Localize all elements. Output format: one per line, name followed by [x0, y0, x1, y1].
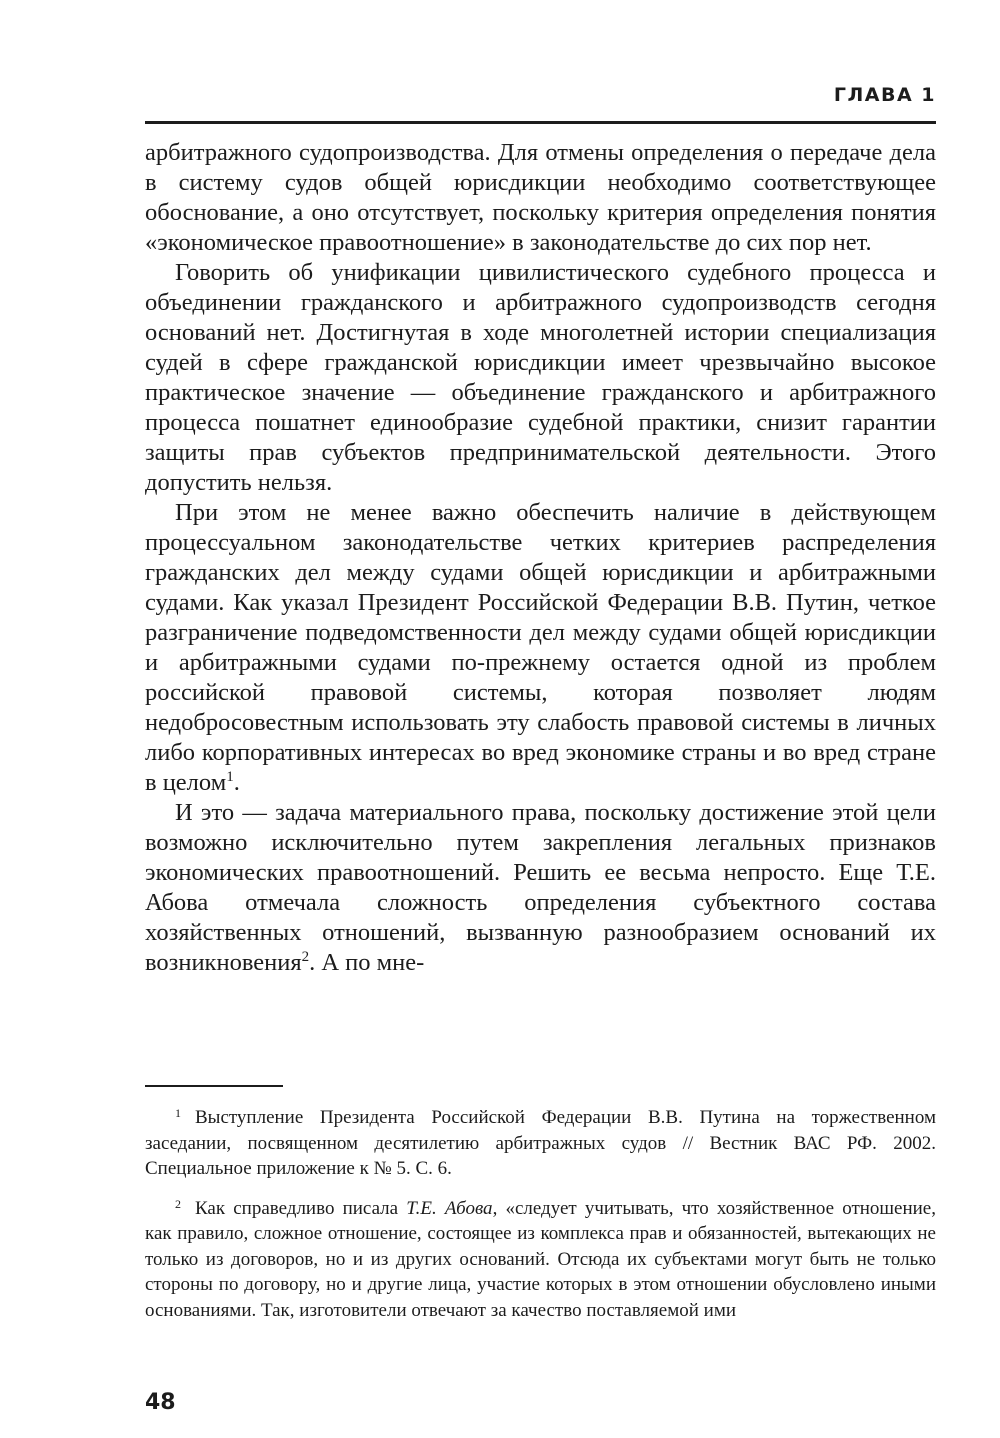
paragraph-1: арбитражного судопроизводства. Для отмены определения о передаче дела в систему судов общей юрисдикции необходимо соответствующее обоснование, а оно отсутствует, поскольку критерия определения понятия «экономическое правоотношение» в законодательстве до сих пор нет. — [145, 139, 936, 256]
page-number: 48 — [145, 1390, 176, 1415]
paragraph-4 — [145, 798, 936, 978]
footnotes — [145, 1101, 936, 1333]
footnote-2-text-before: Как справедливо писала — [195, 1197, 407, 1219]
footnote-ref-2[interactable]: 2 — [301, 949, 310, 965]
paragraph-3 — [145, 498, 936, 798]
footnote-2 — [145, 1192, 936, 1324]
running-head-chapter: ГЛАВА 1 — [833, 84, 936, 106]
footnote-1 — [145, 1101, 936, 1182]
paragraph-4-text: И это — задача материального права, поскольку достижение этой цели возможно исключительно путем закрепления легальных признаков экономических правоотношений. Решить ее весьма непросто. Еще Т.Е. Абова отмечала сложность определения субъектного состава хозяйственных отношений, вызванную разнообразием оснований их возникновения — [145, 799, 936, 976]
footnote-ref-1[interactable]: 1 — [226, 769, 234, 785]
paragraph-3-text: При этом не менее важно обеспечить наличие в действующем процессуальном законодательстве четких критериев распределения гражданских дел между судами общей юрисдикции и арбитражными судами. Как указал Президент Российской Федерации В.В. Путин, четкое разграничение подведомственности дел между судами общей юрисдикции и арбитражными судами по-прежнему остается одной из проблем российской правовой системы, которая позволяет людям недобросовестным использовать эту слабость правовой системы в личных либо корпоративных интересах во вред экономике страны и во вред стране в целом — [145, 499, 936, 796]
header-rule — [145, 121, 936, 124]
footnote-rule — [145, 1085, 283, 1087]
footnote-1-text: Выступление Президента Российской Федерации В.В. Путина на торжественном заседании, посвященном десятилетию арбитражных судов // Вестник ВАС РФ. 2002. Специальное приложение к № 5. С. 6. — [145, 1107, 936, 1179]
footnote-2-text-after: , «следует учитывать, что хозяйственное отношение, как правило, сложное отношение, состоящее из комплекса прав и обязанностей, вытекающих не только из договоров, но и из других оснований. Отсюда их субъектами могут быть не только стороны по договору, но и другие лица, участие которых в этом отношении обусловлено иными основаниями. Так, изготовители отвечают за качество поставляемой ими — [145, 1197, 936, 1321]
paragraph-4-end: . А по мне- — [309, 949, 425, 976]
footnote-2-author: Т.Е. Абова — [406, 1197, 493, 1219]
paragraph-3-end: . — [233, 769, 240, 796]
body-text — [145, 138, 936, 978]
paragraph-2: Говорить об унификации цивилистического судебного процесса и объединении гражданского и арбитражного судопроизводств сегодня оснований нет. Достигнутая в ходе многолетней истории специализация судей в сфере гражданской юрисдикции имеет чрезвычайно высокое практическое значение — объединение гражданского и арбитражного процесса пошатнет единообразие судебной практики, снизит гарантии защиты прав субъектов предпринимательской деятельности. Этого допустить нельзя. — [145, 259, 936, 496]
footnote-2-marker: 2 — [175, 1196, 181, 1211]
footnote-1-marker: 1 — [175, 1106, 181, 1120]
